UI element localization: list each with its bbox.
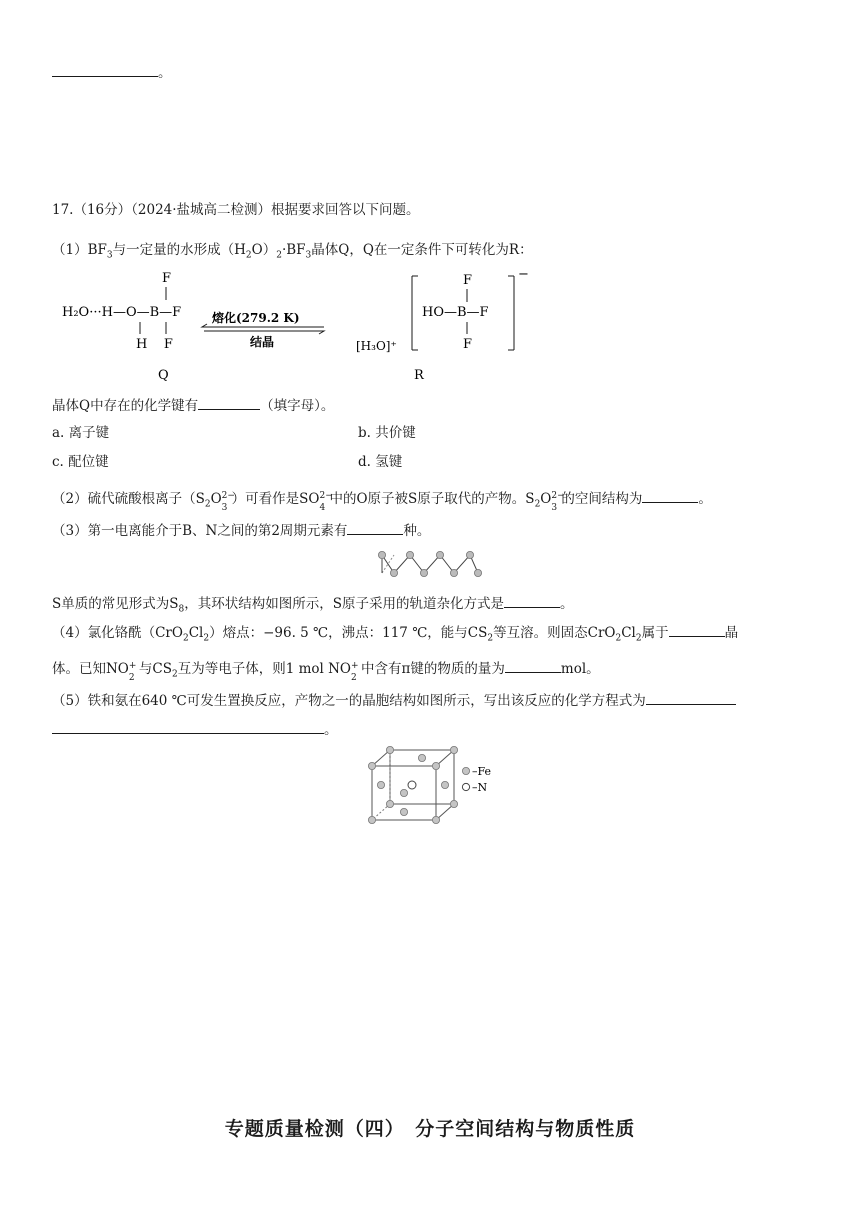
- part4-stem-line1: （4）氯化铬酰$(CrO_2Cl_2)$熔点：−96. 5 ℃，沸点：117 ℃，能与$CS_2$等互溶。则固态$CrO_2Cl_2$属于 晶: [52, 622, 738, 648]
- reaction-scheme: [52, 266, 572, 386]
- option-b: b. 共价键: [358, 425, 416, 441]
- legend-fe: –Fe: [472, 765, 492, 778]
- s8-answer-blank[interactable]: [504, 593, 560, 608]
- part4-stem-line2: 体。已知NO + 2 与$CS_2$互为等电子体，则1 mol NO + 2 中含有π键的物质的量为 mol。: [52, 658, 600, 684]
- part4-answer-blank-1[interactable]: [669, 622, 725, 637]
- part5-answer-blank-2[interactable]: [52, 719, 324, 734]
- arrow-bottom-label: 结晶: [250, 335, 275, 349]
- part2-stem: （2）硫代硫酸根离子（$S_2O$ 2− 3 ）可看作是SO 2− 4 中的O原子被S原子取代的产物。$S_2O$ 2− 3 的空间结构为 。: [52, 488, 712, 514]
- part5-answer-blank-1[interactable]: [646, 690, 736, 705]
- part3-stem: （3）第一电离能介于B、N之间的第2周期元素有 种。: [52, 520, 430, 540]
- label-q: Q: [158, 368, 169, 383]
- section-title: 专题质量检测（四） 分子空间结构与物质性质: [224, 1118, 636, 1140]
- part2-answer-blank[interactable]: [642, 488, 698, 503]
- part1-stem: $(1)BF_3$与一定量的水形成$(H_2O)_2\cdot BF_3$晶体Q，Q在一定条件下可转化为R：: [52, 242, 533, 261]
- s8-question: S单质的常见形式为$S_8$，其环状结构如图所示，S原子采用的轨道杂化方式是 。: [52, 593, 573, 619]
- q-top-f: F: [162, 271, 172, 286]
- q-main-chain: H₂O···H—O—B—F: [62, 305, 182, 320]
- fe-n-unit-cell-figure: [366, 744, 516, 830]
- r-bottom-f: F: [463, 337, 473, 352]
- r-center-chain: HO—B—F: [422, 305, 489, 320]
- option-d: d. 氢键: [358, 454, 403, 470]
- arrow-top-label: 熔化(279.2 K): [212, 311, 300, 325]
- s8-ring-figure: [374, 547, 486, 581]
- part5-answer-line2: 。: [52, 719, 338, 739]
- part1-answer-blank[interactable]: [198, 395, 260, 410]
- option-c: c. 配位键: [52, 454, 109, 470]
- label-r: R: [414, 368, 424, 383]
- question-header: 17.（16分）（2024·盐城高二检测）根据要求回答以下问题。: [52, 202, 420, 218]
- top-answer-line: 。: [52, 62, 172, 82]
- r-cation: [H₃O]⁺: [356, 339, 397, 353]
- part1-question: 晶体Q中存在的化学键有 （填字母）。: [52, 395, 334, 415]
- part5-stem: （5）铁和氨在640 ℃可发生置换反应，产物之一的晶胞结构如图所示，写出该反应的化学方程式为: [52, 690, 736, 710]
- r-top-f: F: [463, 273, 473, 288]
- q-bottom-atoms: H F: [136, 337, 173, 352]
- r-charge: −: [518, 267, 529, 282]
- part3-answer-blank[interactable]: [347, 520, 403, 535]
- legend-n: –N: [472, 781, 488, 794]
- option-a: a. 离子键: [52, 425, 110, 441]
- part4-answer-blank-2[interactable]: [505, 658, 561, 673]
- answer-blank[interactable]: [52, 62, 158, 77]
